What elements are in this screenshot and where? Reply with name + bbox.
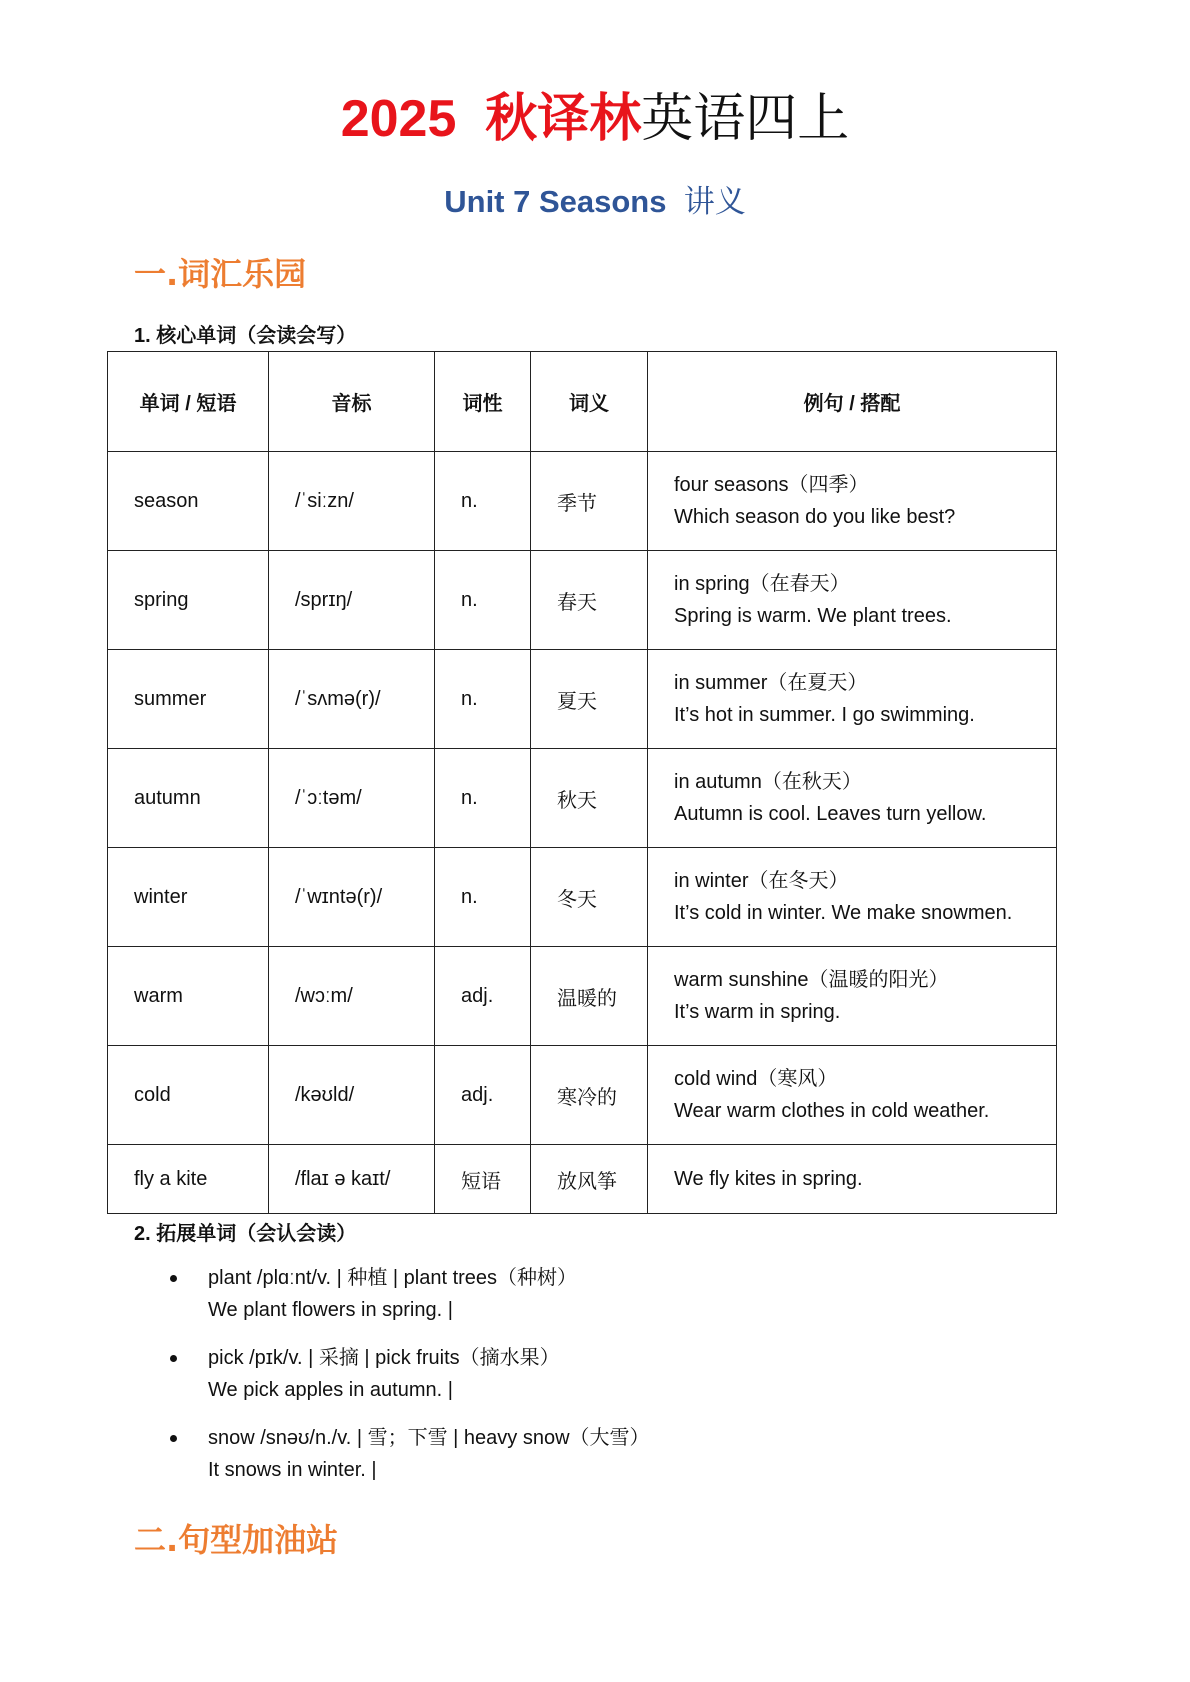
subtitle-unit: Unit 7 Seasons [444,184,667,219]
list-item [160,1422,650,1486]
cell-pos: n. [435,452,531,551]
extended-words-heading: 2. 拓展单词（会认会读） [134,1223,357,1245]
cell-example [648,452,1057,551]
cell-pos: 短语 [435,1145,531,1214]
core-words-heading: 1. 核心单词（会读会写） [134,325,357,347]
example-sentence: Autumn is cool. Leaves turn yellow. [674,803,987,825]
example-sentence: Which season do you like best? [674,506,956,528]
cell-pos: n. [435,749,531,848]
cell-meaning: 春天 [531,551,648,650]
example-sentence: We fly kites in spring. [674,1168,863,1190]
cell-example [648,947,1057,1046]
cell-meaning: 温暖的 [531,947,648,1046]
example-sentence: Wear warm clothes in cold weather. [674,1100,990,1122]
page-title [0,84,1190,154]
example-collocation: in summer（在夏天） [674,672,868,694]
cell-meaning: 季节 [531,452,648,551]
table-row [108,749,1057,848]
cell-example [648,848,1057,947]
cell-example [648,551,1057,650]
table-row [108,1046,1057,1145]
cell-meaning: 冬天 [531,848,648,947]
example-collocation: in spring（在春天） [674,573,850,595]
example-collocation: in autumn（在秋天） [674,771,862,793]
list-item [160,1262,650,1326]
cell-example [648,1145,1057,1214]
extended-example-line: We pick apples in autumn. | [208,1379,453,1401]
cell-ipa: /ˈsʌmə(r)/ [269,650,435,749]
cell-meaning: 秋天 [531,749,648,848]
cell-example [648,650,1057,749]
cell-word: fly a kite [108,1145,269,1214]
subtitle-cn: 讲义 [683,184,746,220]
header-example: 例句 / 搭配 [648,352,1057,452]
title-black-part: 英语四上 [641,89,850,149]
title-red-part: 秋译林 [485,90,642,148]
example-collocation: four seasons（四季） [674,474,869,496]
table-header-row [108,352,1057,452]
title-year: 2025 [340,90,457,148]
header-ipa: 音标 [269,352,435,452]
page-subtitle [0,180,1190,224]
example-sentence: It’s hot in summer. I go swimming. [674,704,975,726]
cell-pos: adj. [435,947,531,1046]
extended-word-line: pick /pɪk/v. | 采摘 | pick fruits（摘水果） [208,1347,560,1369]
example-sentence: Spring is warm. We plant trees. [674,605,952,627]
cell-word: autumn [108,749,269,848]
table-row [108,1145,1057,1214]
cell-ipa: /flaɪ ə kaɪt/ [269,1145,435,1214]
cell-pos: n. [435,551,531,650]
extended-example-line: It snows in winter. | [208,1459,377,1481]
extended-word-line: snow /snəʊ/n./v. | 雪；下雪 | heavy snow（大雪） [208,1427,650,1449]
cell-pos: n. [435,650,531,749]
list-item [160,1342,650,1406]
cell-word: cold [108,1046,269,1145]
cell-ipa: /kəʊld/ [269,1046,435,1145]
table-row [108,551,1057,650]
example-collocation: in winter（在冬天） [674,870,849,892]
example-collocation: cold wind（寒风） [674,1068,838,1090]
cell-pos: n. [435,848,531,947]
table-row [108,947,1057,1046]
cell-word: season [108,452,269,551]
cell-meaning: 夏天 [531,650,648,749]
header-meaning: 词义 [531,352,648,452]
cell-pos: adj. [435,1046,531,1145]
cell-meaning: 寒冷的 [531,1046,648,1145]
section-vocabulary-heading: 一.词汇乐园 [134,255,307,293]
cell-word: summer [108,650,269,749]
header-word: 单词 / 短语 [108,352,269,452]
cell-ipa: /ˈsiːzn/ [269,452,435,551]
extended-word-line: plant /plɑːnt/v. | 种植 | plant trees（种树） [208,1267,578,1289]
table-row [108,848,1057,947]
cell-example [648,749,1057,848]
cell-ipa: /sprɪŋ/ [269,551,435,650]
cell-ipa: /ˈwɪntə(r)/ [269,848,435,947]
example-sentence: It’s warm in spring. [674,1001,841,1023]
example-collocation: warm sunshine（温暖的阳光） [674,969,949,991]
header-pos: 词性 [435,352,531,452]
cell-example [648,1046,1057,1145]
cell-word: winter [108,848,269,947]
example-sentence: It’s cold in winter. We make snowmen. [674,902,1013,924]
cell-ipa: /wɔːm/ [269,947,435,1046]
table-row [108,650,1057,749]
extended-example-line: We plant flowers in spring. | [208,1299,453,1321]
table-row [108,452,1057,551]
section-sentence-heading: 二.句型加油站 [134,1521,339,1559]
cell-ipa: /ˈɔːtəm/ [269,749,435,848]
cell-word: warm [108,947,269,1046]
cell-word: spring [108,551,269,650]
cell-meaning: 放风筝 [531,1145,648,1214]
core-words-table [107,351,1057,1214]
extended-words-list [160,1262,650,1502]
